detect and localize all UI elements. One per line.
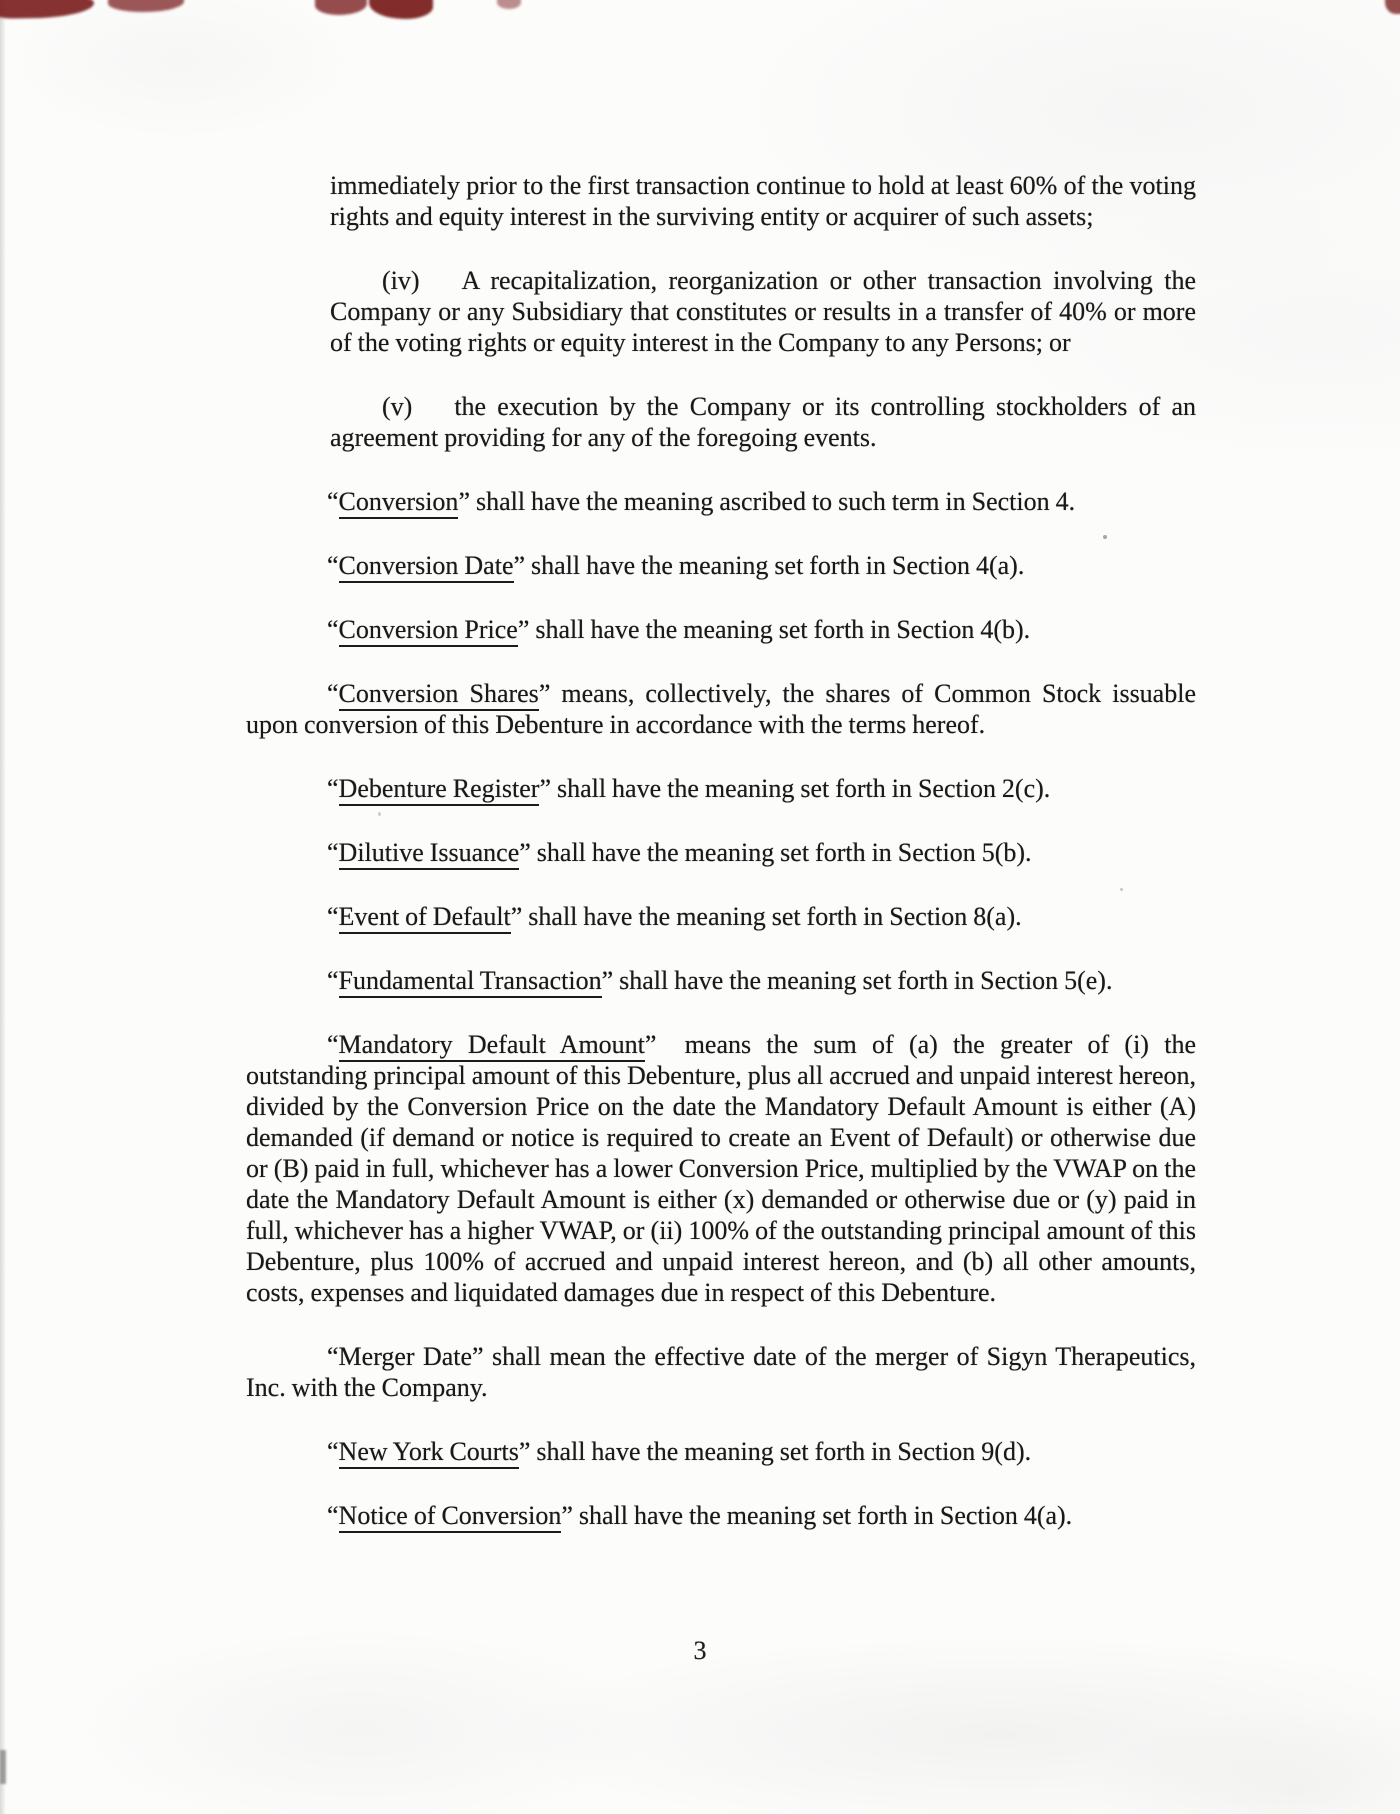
text-run: “ xyxy=(327,679,339,708)
text-run: ” shall have the meaning set forth in Section 9(d). xyxy=(518,1437,1032,1466)
defined-term: Conversion Shares xyxy=(339,679,539,711)
legal-paragraph xyxy=(330,265,1196,358)
document-body xyxy=(246,170,1196,1564)
defined-term: Conversion Date xyxy=(339,551,514,583)
text-run: ” shall have the meaning set forth in Section 2(c). xyxy=(539,774,1051,803)
definition-paragraph xyxy=(246,1500,1196,1531)
text-run: “ xyxy=(327,1030,339,1059)
definition-paragraph xyxy=(246,837,1196,868)
definition-paragraph xyxy=(246,773,1196,804)
definition-paragraph xyxy=(246,901,1196,932)
scanner-red-mark xyxy=(0,0,94,19)
text-run: “ xyxy=(327,774,339,803)
text-run: “ xyxy=(327,487,339,516)
scanner-red-mark xyxy=(369,0,433,19)
defined-term: New York Courts xyxy=(339,1437,519,1469)
definition-paragraph xyxy=(246,486,1196,517)
list-item-label: (v) xyxy=(382,392,413,421)
defined-term: Debenture Register xyxy=(339,774,540,806)
text-run: ” shall have the meaning set forth in Section 4(a). xyxy=(513,551,1025,580)
scanner-red-mark xyxy=(497,0,521,9)
definition-paragraph xyxy=(246,1436,1196,1467)
text-run: ” means the sum of (a) the greater of (i) the outstanding principal amount of this Debenture, plus all accrued and unpaid interest hereon, divided by the Conversion Price on the date the Mandatory Default Amount is either (A) demanded (if demand or notice is required to create an Event of Default) or otherwise due or (B) paid in full, whichever has a lower Conversion Price, multiplied by the VWAP on the date the Mandatory Default Amount is either (x) demanded or otherwise due or (y) paid in full, whichever has a higher VWAP, or (ii) 100% of the outstanding principal amount of this Debenture, plus 100% of accrued and unpaid interest hereon, and (b) all other amounts, costs, expenses and liquidated damages due in respect of this Debenture. xyxy=(246,1030,1196,1307)
text-run: “ xyxy=(327,838,339,867)
text-run: A recapitalization, reorganization or other transaction involving the Company or any Subsidiary that constitutes or results in a transfer of 40% or more of the voting rights or equity interest in the Company to any Persons; or xyxy=(330,266,1196,357)
definition-paragraph xyxy=(246,1029,1196,1308)
text-run: ” shall have the meaning set forth in Section 4(a). xyxy=(561,1501,1073,1530)
definition-paragraph xyxy=(246,1341,1196,1403)
text-run: ” means, collectively, the shares of Common Stock issuable upon conversion of this Debenture in accordance with the terms hereof. xyxy=(246,679,1196,739)
defined-term: Conversion xyxy=(339,487,459,519)
text-run: “ xyxy=(327,966,339,995)
definition-paragraph xyxy=(246,614,1196,645)
legal-paragraph xyxy=(330,170,1196,232)
defined-term: Fundamental Transaction xyxy=(339,966,602,998)
text-run: ” shall have the meaning set forth in Section 8(a). xyxy=(510,902,1022,931)
text-run: ” shall have the meaning ascribed to such term in Section 4. xyxy=(458,487,1076,516)
scan-edge-mark xyxy=(0,1750,6,1784)
list-item-label: (iv) xyxy=(382,266,420,295)
text-run: “ xyxy=(327,1501,339,1530)
text-run: ” shall have the meaning set forth in Section 5(b). xyxy=(519,838,1032,867)
scanner-red-mark xyxy=(1385,0,1400,14)
defined-term: Event of Default xyxy=(339,902,511,934)
definition-paragraph xyxy=(246,550,1196,581)
scanner-red-mark xyxy=(108,0,184,12)
text-run: “ xyxy=(327,902,339,931)
text-run: “ xyxy=(327,1437,339,1466)
legal-paragraph xyxy=(330,391,1196,453)
definition-paragraph xyxy=(246,965,1196,996)
text-run: ” shall have the meaning set forth in Section 4(b). xyxy=(517,615,1031,644)
text-run: the execution by the Company or its controlling stockholders of an agreement providing for any of the foregoing events. xyxy=(330,392,1196,452)
defined-term: Conversion Price xyxy=(339,615,518,647)
defined-term: Dilutive Issuance xyxy=(339,838,520,870)
definition-paragraph xyxy=(246,678,1196,740)
page-edge-shadow xyxy=(0,0,6,1814)
defined-term: Notice of Conversion xyxy=(339,1501,562,1533)
text-run: “ xyxy=(327,551,339,580)
text-run: ” shall have the meaning set forth in Section 5(e). xyxy=(601,966,1113,995)
text-run: “ xyxy=(327,615,339,644)
defined-term: Mandatory Default Amount xyxy=(339,1030,645,1062)
scanner-red-mark xyxy=(315,0,367,15)
page-number: 3 xyxy=(693,1636,707,1665)
text-run: immediately prior to the first transaction continue to hold at least 60% of the voting rights and equity interest in the surviving entity or acquirer of such assets; xyxy=(330,171,1196,231)
text-run: “Merger Date” shall mean the effective date of the merger of Sigyn Therapeutics, Inc. with the Company. xyxy=(246,1342,1196,1402)
